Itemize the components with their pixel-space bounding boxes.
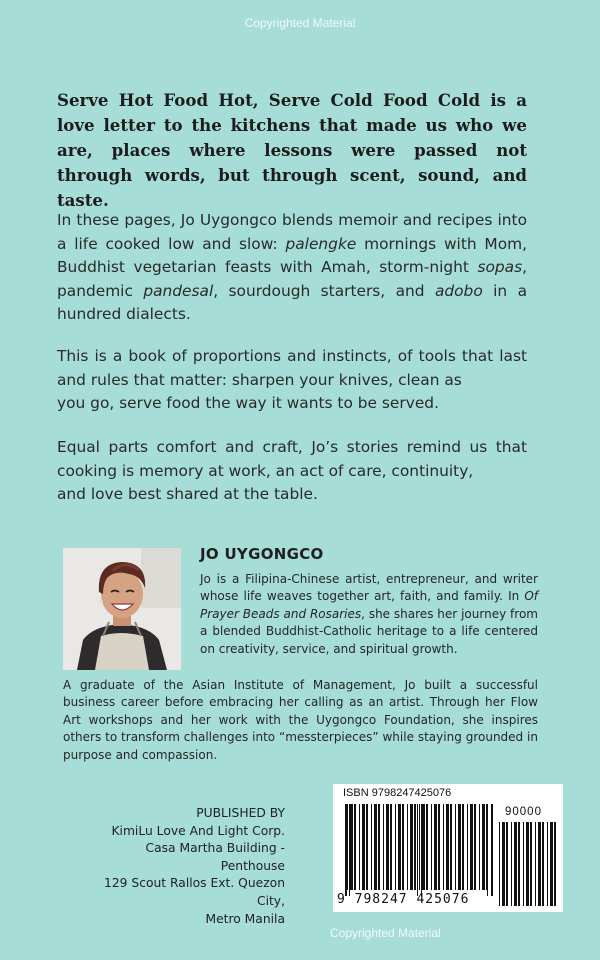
publisher-line: Casa Martha Building - Penthouse (145, 841, 285, 873)
intro-paragraph (57, 88, 527, 213)
author-name: JO UYGONGCO (200, 545, 324, 563)
publisher-block (80, 805, 285, 928)
isbn-label: ISBN 9798247425076 (343, 787, 452, 799)
paragraph-comfort: Equal parts comfort and craft, Jo’s stories remind us that cooking is memory at work, an act of care, continuity, and love best shared at the table. (57, 438, 527, 503)
term-sopas: sopas (477, 258, 523, 276)
book-title: Serve Hot Food Hot, Serve Cold Food Cold (57, 90, 481, 110)
barcode-box (333, 784, 563, 912)
term-pandesal: pandesal (143, 281, 214, 300)
publisher-line: KimiLu Love And Light Corp. (111, 823, 285, 838)
author-bio-part1: Jo is a Filipina-Chinese artist, entrepreneur, and writer whose life weaves together art, faith, and family. In Of Prayer Beads and Rosaries, she shares her journey from a blended Buddhist-Catholic heritage to a life centered on creativity, service, and spiritual growth. (200, 572, 538, 656)
term-adobo: adobo (434, 281, 483, 300)
author-bio-part2: A graduate of the Asian Institute of Management, Jo built a successful business career before embracing her calling as an artist. Through her Flow Art workshops and her work with the Uygongco Foundation, she inspires others to transform challenges into “messterpieces” while staying grounded in purpose and compassion. (63, 678, 538, 762)
price-code: 90000 (505, 806, 542, 818)
publisher-line: Metro Manila (205, 911, 285, 926)
barcode-digits: 9 798247 425076 (337, 892, 470, 907)
term-palengke: palengke (285, 234, 357, 253)
watermark-bottom: Copyrighted Material (330, 926, 441, 940)
intro-text: is a love letter to the kitchens that made us who we are, places where lessons were passed not through words, but through scent, sound, and taste. (57, 90, 528, 210)
paragraph-proportions: This is a book of proportions and instincts, of tools that last and rules that matter: sharpen your knives, clean as you go, serve food the way it wants to be served. (57, 347, 527, 412)
paragraph-memoir: In these pages, Jo Uygongco blends memoir and recipes into a life cooked low and slow: palengke mornings with Mom, Buddhist vegetarian feasts with Amah, storm-night sopas, pandemic pandesal, sourdough starters, and adobo in a hundred dialects. (57, 211, 528, 323)
other-book-title: Of Prayer Beads and Rosaries (200, 589, 538, 621)
watermark-top: Copyrighted Material (244, 16, 356, 30)
publisher-line: 129 Scout Rallos Ext. Quezon City, (104, 876, 285, 908)
author-photo (63, 548, 181, 670)
publisher-heading: PUBLISHED BY (196, 806, 285, 820)
